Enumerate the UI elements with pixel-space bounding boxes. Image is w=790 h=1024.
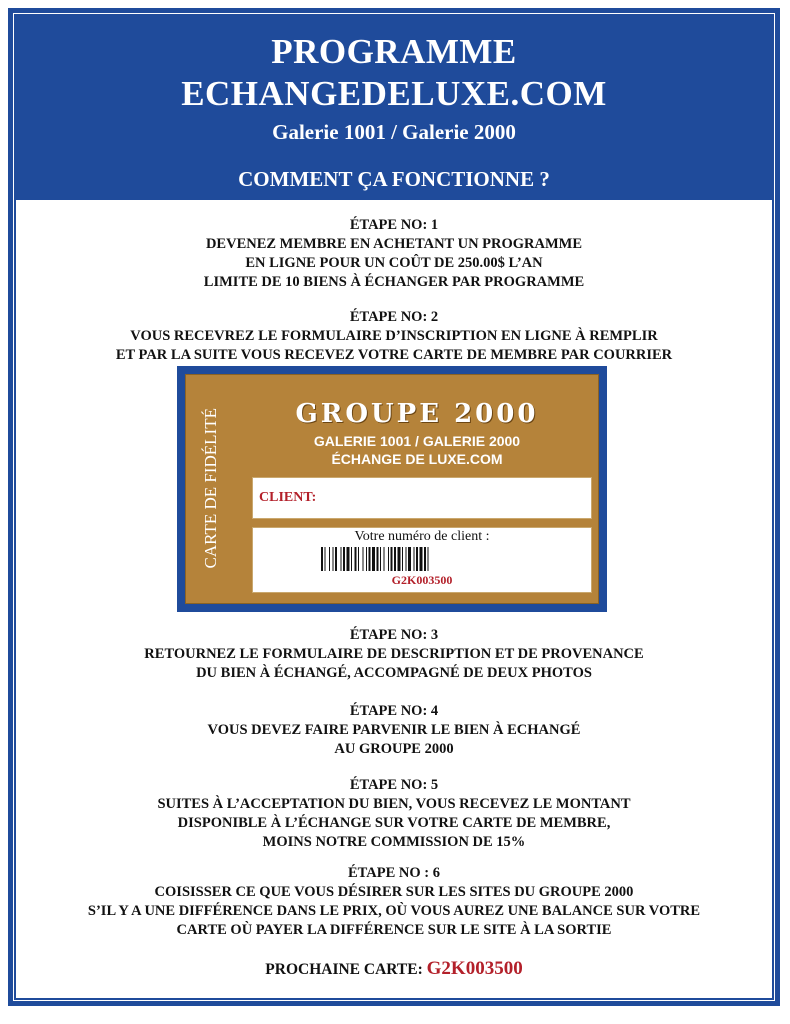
step-title: ÉTAPE NO: 4 [349,703,439,719]
card-gallery-line: GALERIE 1001 / GALERIE 2000 [313,433,521,449]
step-line: DISPONIBLE À L’ÉCHANGE SUR VOTRE CARTE DE MEMBRE, [177,815,611,831]
step-title: ÉTAPE NO : 6 [348,865,440,881]
card-site-line: ÉCHANGE DE LUXE.COM [331,451,503,467]
step-4 [14,702,774,759]
gallery-subtitle: Galerie 1001 / Galerie 2000 [272,120,516,144]
step-line: SUITES À L’ACCEPTATION DU BIEN, VOUS RECEVEZ LE MONTANT [157,796,631,812]
next-card-line [14,958,774,980]
step-5 [14,776,774,852]
barcode-icon [319,547,524,571]
step-1 [14,216,774,292]
header-banner [14,14,774,200]
card-vertical-label [198,393,224,583]
step-line: MOINS NOTRE COMMISSION DE 15% [262,834,526,850]
step-title: ÉTAPE NO: 2 [349,309,439,325]
membership-card [185,374,599,604]
step-line: COISISSER CE QUE VOUS DÉSIRER SUR LES SITES DU GROUPE 2000 [154,884,634,900]
step-line: AU GROUPE 2000 [334,741,454,757]
step-line: CARTE OÙ PAYER LA DIFFÉRENCE SUR LE SITE À LA SORTIE [176,922,612,938]
how-it-works-heading: COMMENT ÇA FONCTIONNE ? [238,167,550,191]
loyalty-card-label: CARTE DE FIDÉLITÉ [201,407,220,569]
step-line: EN LIGNE POUR UN COÛT DE 250.00$ L’AN [245,255,543,271]
step-6 [14,864,774,940]
step-line: VOUS DEVEZ FAIRE PARVENIR LE BIEN À ECHANGÉ [207,722,581,738]
site-title: ECHANGEDELUXE.COM [181,74,607,113]
step-line: VOUS RECEVREZ LE FORMULAIRE D’INSCRIPTION EN LIGNE À REMPLIR [130,328,658,344]
card-brand: GROUPE 2000 [295,399,539,429]
next-card-code: G2K003500 [426,958,523,979]
step-line: S’IL Y A UNE DIFFÉRENCE DANS LE PRIX, OÙ VOUS AUREZ UNE BALANCE SUR VOTRE [87,903,701,919]
client-number-value: G2K003500 [391,573,453,587]
step-line: ET PAR LA SUITE VOUS RECEVEZ VOTRE CARTE DE MEMBRE PAR COURRIER [115,347,673,363]
client-number-label: Votre numéro de client : [354,529,490,544]
step-title: ÉTAPE NO: 5 [349,777,439,793]
client-label: CLIENT: [259,490,317,505]
next-card-label: PROCHAINE CARTE: [265,961,423,978]
step-title: ÉTAPE NO: 3 [349,627,439,643]
step-2 [14,308,774,365]
client-number-box [252,527,592,593]
step-line: LIMITE DE 10 BIENS À ÉCHANGER PAR PROGRAMME [203,274,585,290]
client-field [252,477,592,519]
step-line: DU BIEN À ÉCHANGÉ, ACCOMPAGNÉ DE DEUX PHOTOS [196,665,592,681]
step-title: ÉTAPE NO: 1 [349,217,439,233]
step-line: RETOURNEZ LE FORMULAIRE DE DESCRIPTION ET DE PROVENANCE [144,646,644,662]
membership-card-frame [177,366,607,612]
program-title: PROGRAMME [271,32,517,71]
step-3 [14,626,774,683]
step-line: DEVENEZ MEMBRE EN ACHETANT UN PROGRAMME [205,236,583,252]
